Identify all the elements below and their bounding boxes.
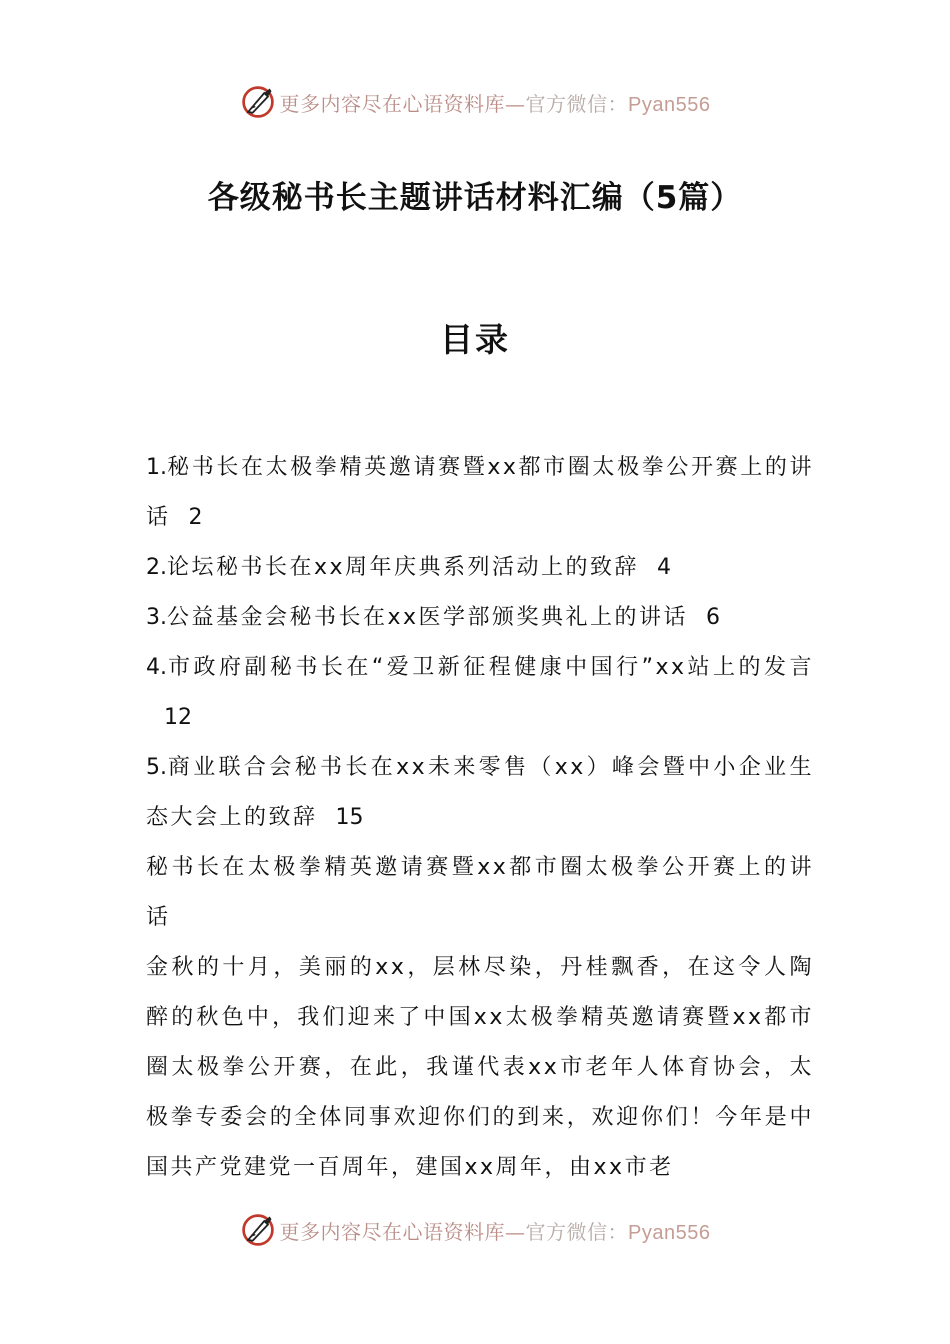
banner-text [280, 88, 711, 117]
toc-item-text: 公益基金会秘书长在xx医学部颁奖典礼上的讲话 [167, 605, 689, 630]
toc-item-page: 2 [188, 505, 203, 530]
quill-logo-icon [240, 1212, 276, 1248]
document-content [146, 443, 814, 1193]
toc-item-2[interactable] [146, 543, 814, 593]
toc-item-text: 秘书长在太极拳精英邀请赛暨xx都市圈太极拳公开赛上的讲话 [146, 455, 814, 530]
banner-dash: — [505, 1219, 526, 1244]
document-title: 各级秘书长主题讲话材料汇编（5篇） [207, 180, 743, 216]
article-heading: 秘书长在太极拳精英邀请赛暨xx都市圈太极拳公开赛上的讲话 [146, 855, 814, 930]
toc-item-text: 商业联合会秘书长在xx未来零售（xx）峰会暨中小企业生态大会上的致辞 [146, 755, 814, 830]
toc-item-number: 5. [146, 755, 167, 780]
toc-item-number: 2. [146, 555, 167, 580]
toc-item-number: 4. [146, 655, 167, 680]
toc-item-1[interactable] [146, 443, 814, 543]
toc-item-page: 4 [657, 555, 672, 580]
toc-item-number: 1. [146, 455, 167, 480]
toc-item-5[interactable] [146, 743, 814, 843]
banner-wechat-label: 官方微信： [525, 91, 629, 116]
banner-main-text: 更多内容尽在心语资料库 [279, 1219, 506, 1244]
quill-logo-icon [240, 84, 276, 120]
toc-item-page: 12 [164, 705, 192, 730]
toc-item-4[interactable] [146, 643, 814, 743]
banner-dash: — [505, 91, 526, 116]
banner-wechat-id: Pyan556 [628, 93, 711, 116]
footer-banner [0, 1208, 950, 1252]
header-banner [0, 80, 950, 124]
banner-wechat-label: 官方微信： [525, 1219, 629, 1244]
banner-main-text: 更多内容尽在心语资料库 [279, 91, 506, 116]
banner-text [280, 1216, 711, 1245]
toc-item-3[interactable] [146, 593, 814, 643]
toc-item-number: 3. [146, 605, 167, 630]
toc-item-page: 15 [335, 805, 364, 830]
article-body: 金秋的十月，美丽的xx，层林尽染，丹桂飘香，在这令人陶醉的秋色中，我们迎来了中国xx太极拳精英邀请赛暨xx都市圈太极拳公开赛，在此，我谨代表xx市老年人体育协会，太极拳专委会的全体同事欢迎你们的到来，欢迎你们！今年是中国共产党建党一百周年，建国xx周年，由xx市老 [146, 955, 814, 1180]
toc-item-text: 论坛秘书长在xx周年庆典系列活动上的致辞 [167, 555, 640, 580]
toc-item-page: 6 [706, 605, 721, 630]
toc-heading: 目录 [440, 320, 510, 359]
toc-item-text: 市政府副秘书长在“爱卫新征程健康中国行”xx站上的发言 [167, 655, 814, 680]
banner-wechat-id: Pyan556 [628, 1221, 711, 1244]
